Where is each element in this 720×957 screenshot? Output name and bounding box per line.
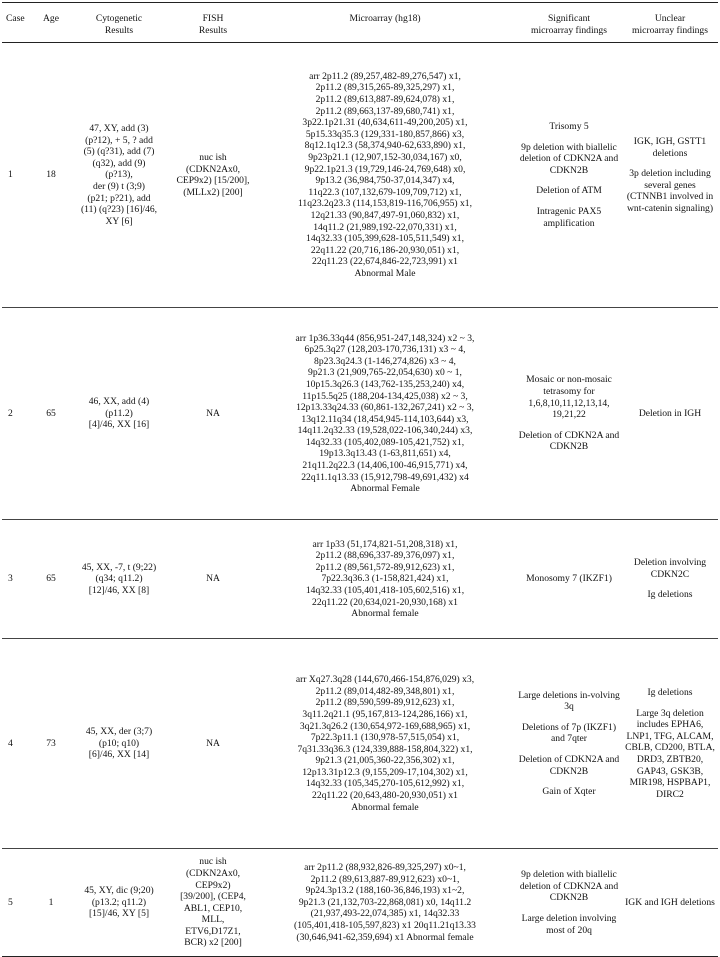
microarray-results-line: 21q11.2q22.3 (14,406,100-46,915,771) x4, [302,460,468,472]
age-value: 73 [36,639,66,849]
microarray-results-line: arr 2p11.2 (88,932,826-89,325,297) x0~1, [304,862,466,874]
microarray-results-line: 2p11.2 (89,613,887-89,624,078) x1, [315,94,455,106]
microarray-results-line: arr 2p11.2 (89,257,482-89,276,547) x1, [309,70,461,82]
microarray-results-line: (21,937,493-22,074,385) x1, 14q32.33 [310,908,460,920]
cytogenetic-results-line: der (9) t (3;9) [93,180,145,192]
fish-results-line: NA [206,407,220,419]
header-case: Case [2,3,36,43]
age-value: 65 [36,520,66,639]
unclear-findings-item: IGK and IGH deletions [625,896,715,908]
microarray-results-line: 22q11.1q13.33 (15,912,798-49,691,432) x4 [301,471,469,483]
microarray-results-line: Abnormal female [351,801,419,813]
microarray-results-line: 9p24.3p13.2 (188,160-36,846,193) x1~2, [305,885,465,897]
significant-findings-item: Intragenic PAX5 amplification [536,206,602,229]
microarray-results-line: 9p21.3 (21,909,765-22,054,630) x0 ~ 1, [308,367,462,379]
table-row [2,639,718,849]
microarray-results-line: 2p11.2 (89,561,572-89,912,623) x1, [315,561,455,573]
age-value: 18 [36,43,66,308]
microarray-results-line: Abnormal Male [354,267,416,279]
microarray-results-line: 2p11.2 (89,613,887-89,912,623) x0~1, [310,873,460,885]
cytogenetic-results-line: (5) (q?31), add (7) [83,146,155,158]
cytogenetic-results-line: 45, XY, dic (9;20) [84,885,154,897]
microarray-results-line: 8q12.1q12.3 (58,374,940-62,633,890) x1, [304,140,466,152]
significant-findings-item: Mosaic or non-mosaic tetrasomy for 1,6,8,10,11,12,13,14, 19,21,22 [526,374,612,421]
unclear-findings [622,43,718,308]
cytogenetic-results-line: (p?13), [105,169,133,181]
table-row [2,520,718,639]
microarray-results-line: 6p25.3q27 (128,203-170,736,131) x3 ~ 4, [304,344,466,356]
microarray-results-line: 3p22.1p21.31 (40,634,611-49,200,205) x1, [302,117,468,129]
significant-findings-item: Deletion of ATM [536,185,602,197]
unclear-findings [622,308,718,520]
cytogenetic-results-line: XY [6] [105,215,133,227]
cytogenetic-results-line: (p10; q10) [98,737,140,749]
microarray-results [254,639,516,849]
microarray-results-line: 9p13.2 (36,984,750-37,014,347) x4, [315,175,455,187]
microarray-results-line: 7q31.33q36.3 (124,339,888-158,804,322) x1, [297,743,473,755]
significant-findings [516,520,622,639]
microarray-results-line: 22q11.22 (20,634,021-20,930,168) x1 [312,596,458,608]
table-row [2,308,718,520]
fish-results-line: [39/200], (CEP4, [180,891,246,903]
microarray-results-line: 9p21.3 (21,005,360-22,356,302) x1, [315,755,455,767]
unclear-findings-item: Deletion in IGH [638,407,702,419]
significant-findings-item: Monosomy 7 (IKZF1) [526,573,612,585]
microarray-results-line: 12p13.33q24.33 (60,861-132,267,241) x2 ~ 3, [296,402,474,414]
header-unclear: Unclear microarray findings [622,3,718,43]
significant-findings [516,308,622,520]
microarray-results-line: 9p21.3 (21,132,703-22,868,081) x0, 14q11.2 [298,896,472,908]
unclear-findings [622,520,718,639]
microarray-results [254,520,516,639]
microarray-results [254,849,516,957]
case-number: 3 [2,520,36,639]
results-table [2,2,718,957]
microarray-results-line: 8p23.3q24.3 (1-146,274,826) x3 ~ 4, [314,355,456,367]
fish-results [172,639,254,849]
microarray-results-line: 7p22.3q36.3 (1-158,821,424) x1, [321,573,449,585]
cytogenetic-results [66,308,172,520]
cytogenetic-results-line: 47, XY, add (3) [89,123,149,135]
significant-findings-item: Deletions of 7p (IKZF1) and 7qter [521,721,617,745]
unclear-findings [622,849,718,957]
unclear-findings-item: IGK, IGH, GSTT1 deletions [633,135,707,159]
fish-results-line: NA [206,737,220,749]
microarray-results-line: arr Xq27.3q28 (144,670,466-154,876,029) x3, [295,674,475,686]
fish-results-line: ETV6,D17Z1, [185,925,241,937]
fish-results-line: BCR) x2 [200] [184,937,242,949]
cytogenetic-results [66,43,172,308]
fish-results [172,849,254,957]
microarray-results-line: 3q21.3q26.2 (130,654,972-169,688,965) x1, [299,720,471,732]
fish-results [172,520,254,639]
significant-findings [516,43,622,308]
fish-results [172,43,254,308]
cytogenetic-results-line: (p11.2) [105,407,133,419]
microarray-results-line: arr 1p36.33q44 (856,951-247,148,324) x2 ~ 3, [295,332,475,344]
microarray-results-line: 19p13.3q13.43 (1-63,811,651) x4, [319,448,451,460]
significant-findings [516,849,622,957]
unclear-findings-item: Large 3q deletion includes EPHA6, LNP1, TFG, ALCAM, CBLB, CD200, BTLA, DRD3, ZBTB20, GAP43, GSK3B, MIR198, HSPBAP1, DIRC2 [625,707,715,800]
microarray-results-line: 9p22.1p21.3 (19,729,146-24,769,648) x0, [304,163,466,175]
cytogenetic-results-line: [15]/46, XY [5] [88,908,150,920]
microarray-results-line: 12p13.31p12.3 (9,155,209-17,104,302) x1, [302,766,468,778]
microarray-results-line: 14q32.33 (105,401,418-105,602,516) x1, [305,584,465,596]
microarray-results-line: 2p11.2 (88,696,337-89,376,097) x1, [315,550,455,562]
header-significant: Significant microarray findings [516,3,622,43]
cytogenetic-results [66,520,172,639]
fish-results-line: CEP9x2) [195,879,231,891]
header-age: Age [36,3,66,43]
cytogenetic-results [66,849,172,957]
cytogenetic-results-line: (p21; p?21), add [87,192,151,204]
significant-findings-item: Large deletion involving most of 20q [521,912,617,936]
microarray-results-line: Abnormal Female [350,483,420,495]
microarray-results-line: 9p23p21.1 (12,907,152-30,034,167) x0, [308,152,462,163]
microarray-results-line: 11q23.2q23.3 (114,153,819-116,706,955) x1, [297,198,472,210]
cytogenetic-results-line: (q32), add (9) [92,157,146,169]
case-number: 5 [2,849,36,957]
microarray-results-line: 14q32.33 (105,399,628-105,511,549) x1, [306,233,464,245]
microarray-results-line: arr 1p33 (51,174,821-51,208,318) x1, [312,538,458,550]
table-row [2,849,718,957]
fish-results-line: CEP9x2) [15/200], [176,175,250,187]
header-fish: FISH Results [172,3,254,43]
cytogenetic-results-line: [12]/46, XX [8] [88,584,150,596]
header-microarray: Microarray (hg18) [254,3,516,43]
cytogenetic-results-line: (11) (q?23) [16]/46, [80,204,158,216]
cytogenetic-results [66,639,172,849]
cytogenetic-results-line: 45, XX, der (3;7) [85,726,153,738]
microarray-results [254,43,516,308]
cytogenetic-results-line: 45, XX, -7, t (9;22) [81,561,157,573]
microarray-results-line: 11p15.5q25 (188,204-134,425,038) x2 ~ 3, [302,390,468,402]
age-value: 65 [36,308,66,520]
case-number: 4 [2,639,36,849]
unclear-findings [622,639,718,849]
microarray-results-line: 2p11.2 (89,663,137-89,680,741) x1, [315,105,455,117]
microarray-results-line: 12q21.33 (90,847,497-91,060,832) x1, [310,209,460,221]
microarray-results-line: 11q22.3 (107,132,679-109,709,712) x1, [308,186,462,198]
cytogenetic-results-line: (q34; q11.2) [95,573,143,585]
fish-results [172,308,254,520]
unclear-findings-item: Ig deletions [647,589,693,601]
microarray-results-line: (105,401,418-105,597,823) x1 20q11.21q13.33 [294,920,476,932]
unclear-findings-item: 3p deletion including several genes (CTNNB1 involved in wnt-catenin signaling) [626,168,714,214]
microarray-results-line: 22q11.22 (20,643,480-20,930,051) x1 [312,790,458,802]
significant-findings-item: Deletion of CDKN2A and CDKN2B [518,429,620,453]
microarray-results-line: 2p11.2 (89,014,482-89,348,801) x1, [315,685,455,697]
cytogenetic-results-line: [4]/46, XX [16] [88,419,150,431]
significant-findings-item: 9p deletion with biallelic deletion of CDKN2A and CDKN2B [519,869,619,904]
header-row [2,3,718,43]
microarray-results-line: 14q11.2q32.33 (19,528,022-106,340,244) x3, [297,425,473,437]
microarray-results-line: 2p11.2 (89,590,599-89,912,623) x1, [315,697,455,709]
unclear-findings-item: Deletion involving CDKN2C [633,557,707,580]
microarray-results [254,308,516,520]
cytogenetic-results-line: (p13.2; q11.2) [91,896,147,908]
header-cytogenetic: Cytogenetic Results [66,3,172,43]
microarray-results-line: 3q11.2q21.1 (95,167,813-124,286,166) x1, [302,708,468,720]
cytogenetic-results-line: 46, XX, add (4) [88,396,150,408]
significant-findings-item: Gain of Xqter [542,786,596,798]
microarray-results-line: 22q11.22 (20,716,186-20,930,051) x1, [310,244,460,256]
case-number: 2 [2,308,36,520]
cytogenetic-results-line: [6]/46, XX [14] [88,749,150,761]
microarray-results-line: 14q11.2 (21,989,192-22,070,331) x1, [313,221,457,233]
microarray-results-line: (30,646,941-62,359,694) x1 Abnormal female [296,931,474,943]
age-value: 1 [36,849,66,957]
fish-results-line: nuc ish (CDKN2Ax0, [185,152,241,175]
significant-findings-item: Trisomy 5 [549,121,589,133]
fish-results-line: nuc ish (CDKN2Ax0, [185,856,241,879]
fish-results-line: NA [206,573,220,585]
fish-results-line: (MLLx2) [200] [183,186,243,198]
microarray-results-line: 13q12.11q34 (18,454,945-114,103,644) x3, [301,413,469,425]
significant-findings-item: Deletion of CDKN2A and CDKN2B [518,753,620,777]
cytogenetic-results-line: (p?12), + 5, ? add [85,134,153,146]
microarray-results-line: 7p22.3p11.1 (130,978-57,515,054) x1, [310,732,460,744]
case-number: 1 [2,43,36,308]
microarray-results-line: Abnormal female [351,608,419,620]
microarray-results-line: 14q32.33 (105,345,270-105,612,992) x1, [305,778,465,790]
table-row [2,43,718,308]
microarray-results-line: 10p15.3q26.3 (143,762-135,253,240) x4, [305,378,465,390]
fish-results-line: ABL1, CEP10, MLL, [183,902,243,926]
significant-findings [516,639,622,849]
microarray-results-line: 5p15.33q35.3 (129,331-180,857,866) x3, [305,128,465,140]
significant-findings-item: Large deletions in-volving 3q [518,689,620,713]
microarray-results-line: 2p11.2 (89,315,265-89,325,297) x1, [315,82,455,94]
significant-findings-item: 9p deletion with biallelic deletion of CDKN2A and CDKN2B [519,141,619,176]
microarray-results-line: 22q11.23 (22,674,846-22,723,991) x1 [312,256,458,268]
unclear-findings-item: Ig deletions [647,687,693,699]
microarray-results-line: 14q32.33 (105,402,089-105,421,752) x1, [305,436,465,448]
